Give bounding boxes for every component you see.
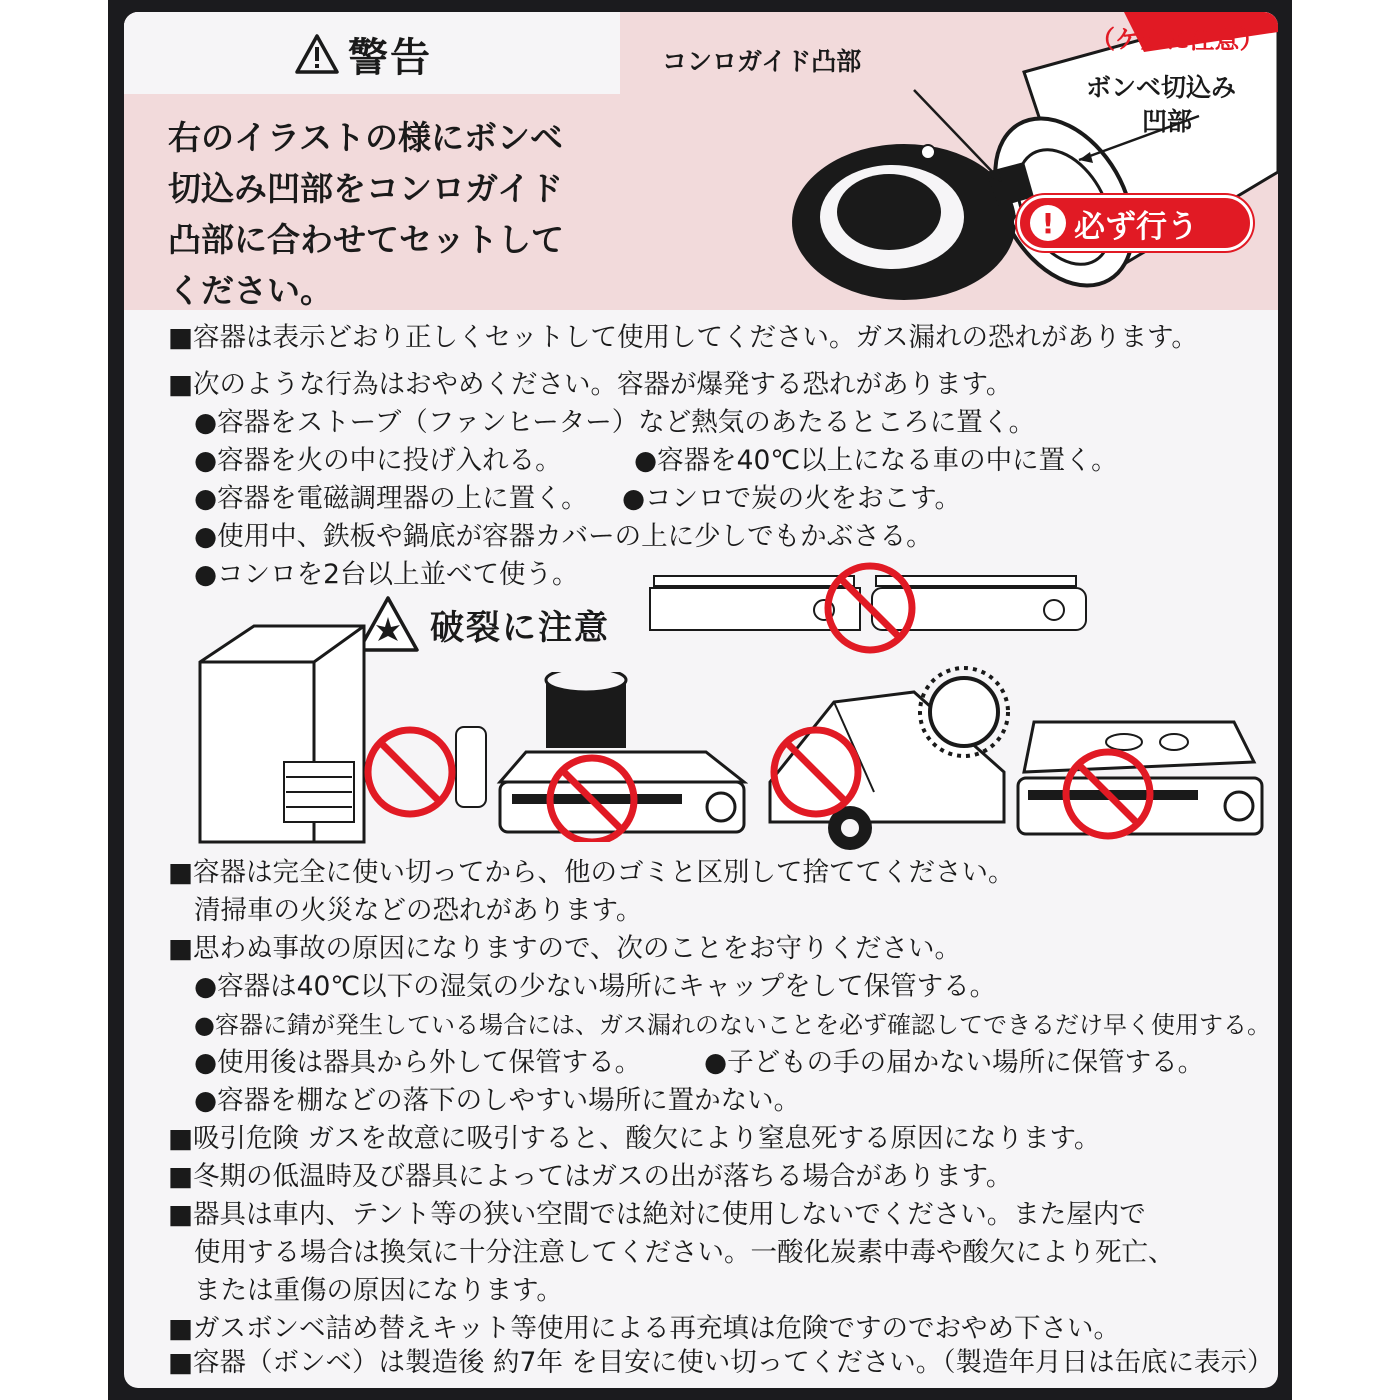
must-do-badge — [1017, 195, 1253, 251]
warning-triangle-icon — [294, 33, 340, 75]
instruction-line: 凸部に合わせてセットして — [168, 220, 564, 259]
rule-line: ■冬期の低温時及び器具によってはガスの出が落ちる場合があります。 — [168, 1161, 1013, 1192]
rule-line: ■容器は表示どおり正しくセットして使用してください。ガス漏れの恐れがあります。 — [168, 322, 1198, 353]
storage-item: ●使用後は器具から外して保管する。 — [194, 1047, 642, 1078]
guide-convex-label: コンロガイド凸部 — [662, 47, 862, 76]
disposal-line: 清掃車の火災などの恐れがあります。 — [194, 895, 643, 926]
prohibited-item: ●使用中、鉄板や鍋底が容器カバーの上に少しでもかぶさる。 — [194, 521, 933, 552]
warning-title: 警告 — [348, 34, 432, 81]
induction-cooker-illustration — [496, 672, 748, 842]
instruction-line: 切込み凹部をコンロガイド — [168, 169, 564, 208]
storage-item: ●子どもの手の届かない場所に保管する。 — [704, 1047, 1205, 1078]
prohibited-item: ●容器を火の中に投げ入れる。 — [194, 445, 562, 476]
storage-item: ●容器は40℃以下の湿気の少ない場所にキャップをして保管する。 — [194, 971, 997, 1002]
warning-instruction — [168, 112, 638, 316]
injury-caution-label: （ケガに注意） — [1090, 25, 1265, 54]
rule-line: ■ガスボンベ詰め替えキット等使用による再充填は危険ですのでおやめ下さい。 — [168, 1313, 1121, 1344]
instruction-line: ください。 — [168, 271, 333, 310]
rule-line: ■吸引危険 ガスを故意に吸引すると、酸欠により窒息死する原因になります。 — [168, 1123, 1101, 1154]
storage-item: ●容器に錆が発生している場合には、ガス漏れのないことを必ず確認してできるだけ早く使用する。 — [194, 1011, 1271, 1039]
rule-line: 使用する場合は換気に十分注意してください。一酸化炭素中毒や酸欠により死亡、 — [194, 1237, 1175, 1268]
rule-line: ■次のような行為はおやめください。容器が爆発する恐れがあります。 — [168, 369, 1013, 400]
two-stoves-illustration — [644, 558, 1096, 658]
rule-line: または重傷の原因になります。 — [194, 1275, 563, 1306]
warning-label-card — [124, 12, 1278, 1388]
prohibited-item: ●容器をストーブ（ファンヒーター）など熱気のあたるところに置く。 — [194, 407, 1036, 438]
prohibited-item: ●容器を40℃以上になる車の中に置く。 — [634, 445, 1118, 476]
prohibited-item: ●コンロを2台以上並べて使う。 — [194, 559, 579, 590]
disposal-line: ■容器は完全に使い切ってから、他のゴミと区別して捨ててください。 — [168, 857, 1015, 888]
exclamation-icon: ! — [1030, 205, 1066, 241]
prohibited-item: ●容器を電磁調理器の上に置く。 — [194, 483, 588, 514]
storage-item: ●容器を棚などの落下のしやすい場所に置かない。 — [194, 1085, 801, 1116]
warning-heading — [294, 28, 432, 80]
rule-line: ■器具は車内、テント等の狭い空間では絶対に使用しないでください。また屋内で — [168, 1199, 1146, 1230]
instruction-line: 右のイラストの様にボンベ — [168, 118, 564, 157]
prohibited-item: ●コンロで炭の火をおこす。 — [622, 483, 962, 514]
heater-illustration — [194, 612, 494, 852]
notch-label-2: 凹部 — [1142, 107, 1193, 136]
accident-intro: ■思わぬ事故の原因になりますので、次のことをお守りください。 — [168, 933, 962, 964]
rule-line: ■容器（ボンベ）は製造後 約7年 を目安に使い切ってください。（製造年月日は缶底に表示） — [168, 1347, 1274, 1378]
must-do-text: 必ず行う — [1074, 208, 1198, 245]
griddle-over-cover-illustration — [1014, 702, 1266, 852]
burst-warning-text: 破裂に注意 — [430, 607, 610, 648]
notch-label: ボンベ切込み — [1086, 73, 1237, 102]
car-sun-illustration — [764, 662, 1014, 852]
